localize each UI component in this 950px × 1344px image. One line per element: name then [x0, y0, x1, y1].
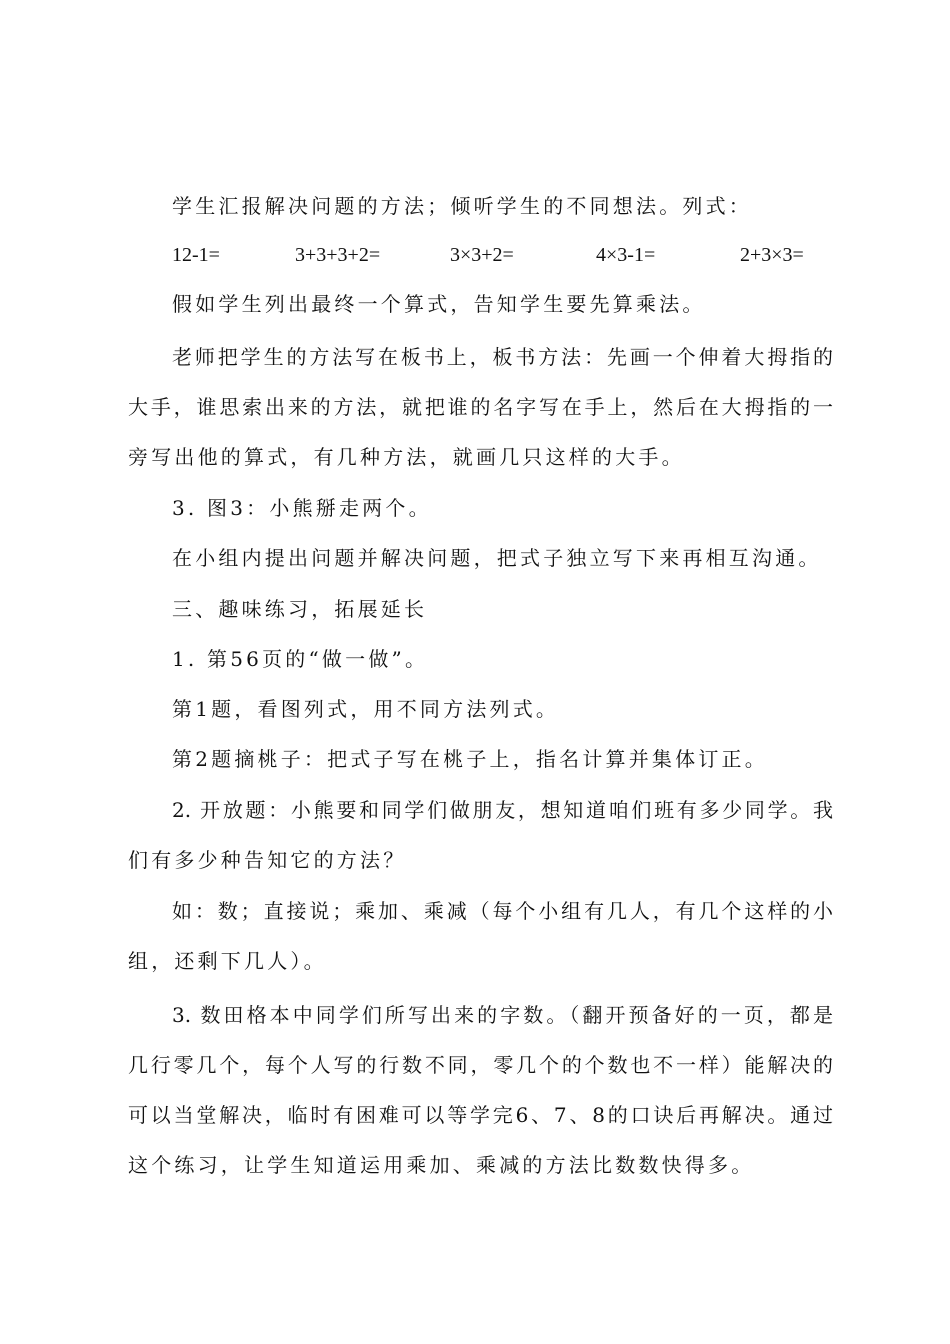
paragraph-report-methods: 学生汇报解决问题的方法；倾听学生的不同想法。列式：: [172, 194, 752, 218]
item-count-words-line-4: 这个练习，让学生知道运用乘加、乘减的方法比数数快得多。: [128, 1153, 755, 1177]
item-question-2: 第2题摘桃子：把式子写在桃子上，指名计算并集体订正。: [172, 747, 768, 771]
item-open-question-line-1: 2. 开放题：小熊要和同学们做朋友，想知道咱们班有多少同学。我: [172, 798, 833, 822]
item-count-words-line-1: 3. 数田格本中同学们所写出来的字数。（翻开预备好的一页，都是: [172, 1003, 833, 1027]
item-question-1: 第1题，看图列式，用不同方法列式。: [172, 697, 560, 721]
paragraph-board-line-2: 大手，谁思索出来的方法，就把谁的名字写在手上，然后在大拇指的一: [128, 395, 833, 419]
paragraph-board-line-3: 旁写出他的算式，有几种方法，就画几只这样的大手。: [128, 445, 685, 469]
item-count-words-line-3: 可以当堂解决，临时有困难可以等学完6、7、8的口诀后再解决。通过: [128, 1103, 833, 1127]
formula-4: 4×3-1=: [596, 244, 656, 266]
paragraph-group-work: 在小组内提出问题并解决问题，把式子独立写下来再相互沟通。: [172, 546, 822, 570]
item-do-it-page-56: 1. 第56页的“做一做”。: [172, 647, 429, 671]
formula-5: 2+3×3=: [740, 244, 804, 266]
paragraph-board-line-1: 老师把学生的方法写在板书上，板书方法：先画一个伸着大拇指的: [172, 345, 833, 369]
item-figure-3: 3. 图3：小熊掰走两个。: [172, 496, 432, 520]
paragraph-multiply-first: 假如学生列出最终一个算式，告知学生要先算乘法。: [172, 292, 706, 316]
formula-list: [128, 240, 833, 270]
formula-1: 12-1=: [172, 244, 220, 266]
section-heading-practice: 三、趣味练习，拓展延长: [172, 597, 428, 621]
item-count-words-line-2: 几行零几个，每个人写的行数不同，零几个的个数也不一样）能解决的: [128, 1053, 833, 1077]
item-open-question-line-2: 们有多少种告知它的方法？: [128, 848, 407, 872]
paragraph-examples-line-2: 组，还剩下几人）。: [128, 949, 327, 973]
paragraph-examples-line-1: 如：数；直接说；乘加、乘减（每个小组有几人，有几个这样的小: [172, 899, 833, 923]
formula-2: 3+3+3+2=: [295, 244, 381, 266]
formula-3: 3×3+2=: [450, 244, 514, 266]
